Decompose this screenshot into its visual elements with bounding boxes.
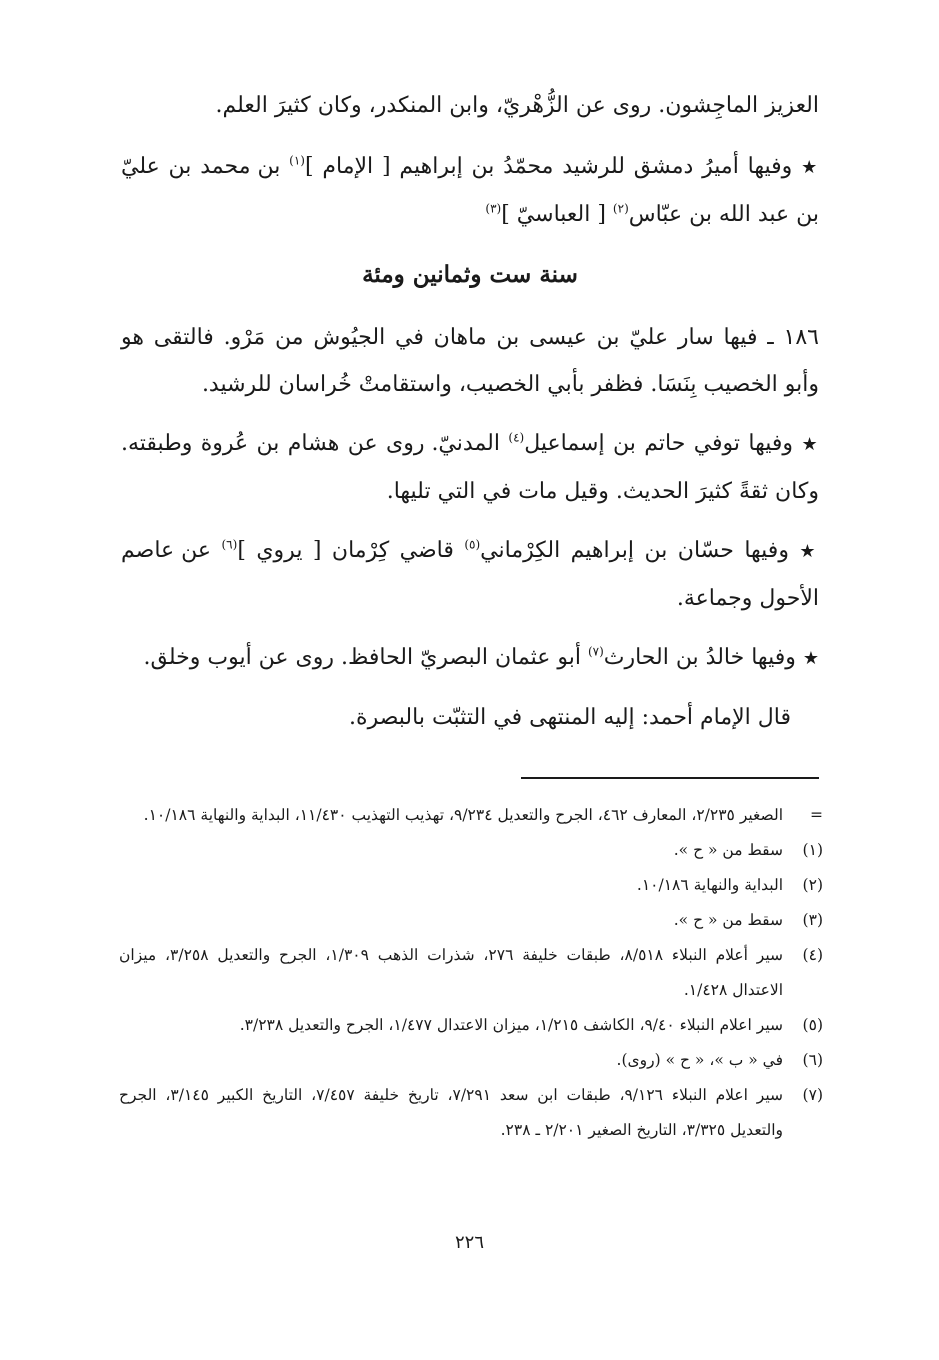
star-icon: ★ <box>801 157 820 178</box>
footnote-ref-6: (٦) <box>221 537 238 552</box>
footnote-item <box>119 798 823 833</box>
footnote-text: في « ب »، « ح » (روى). <box>616 1051 783 1069</box>
paragraph-4-text-b: المدنيّ. روى عن هشام بن عُروة وطبقته. وكان ثقةً كثيرَ الحديث. وقيل مات في التي تليها. <box>121 431 819 504</box>
paragraph-1-text: العزيز الماجِشون. روى عن الزُّهْريّ، وابن المنكدر، وكان كثيرَ العلم. <box>215 93 819 118</box>
section-heading: سنة ست وثمانين ومئة <box>362 261 578 288</box>
footnote-text: سقط من « ح ». <box>673 841 783 859</box>
quote-paragraph <box>121 694 819 741</box>
paragraph-2-text-b: بن محمد بن عليّ بن عبد الله بن عبّاس <box>121 154 819 227</box>
star-icon: ★ <box>799 541 819 562</box>
footnote-number: (٧) <box>802 1086 823 1104</box>
footnote-number: (٤) <box>802 946 823 964</box>
footnote-ref-3: (٣) <box>485 201 502 216</box>
footnote-ref-5: (٥) <box>464 537 481 552</box>
footnote-number: (٣) <box>802 911 823 929</box>
paragraph-2-text-c: [ العباسيّ ] <box>501 202 606 227</box>
footnotes <box>119 798 823 1148</box>
footnote-text: البداية والنهاية ١٠/١٨٦. <box>636 876 783 894</box>
paragraph-2 <box>121 143 819 238</box>
footnote-ref-2: (٢) <box>612 201 629 216</box>
footnote-item <box>119 903 823 938</box>
footnote-item <box>119 1043 823 1078</box>
paragraph-6-text-a: وفيها خالدُ بن الحارث <box>603 645 796 670</box>
footnote-number: (٦) <box>802 1051 823 1069</box>
footnote-ref-7: (٧) <box>587 644 604 659</box>
footnote-text: الصغير ٢/٢٣٥، المعارف ٤٦٢، الجرح والتعديل ٩/٢٣٤، تهذيب التهذيب ١١/٤٣٠، البداية والنهاية ١٠/١٨٦. <box>143 806 783 824</box>
footnote-text: سير أعلام النبلاء ٨/٥١٨، طبقات خليفة ٢٧٦، شذرات الذهب ١/٣٠٩، الجرح والتعديل ٣/٢٥٨، ميزان الاعتدال ١/٤٢٨. <box>119 946 783 999</box>
footnote-item <box>119 1008 823 1043</box>
footnote-number: (٢) <box>802 876 823 894</box>
main-text <box>121 82 819 753</box>
paragraph-3-text: ١٨٦ ـ فيها سار عليّ بن عيسى بن ماهان في الجيُوش من مَرْو. فالتقى هو وأبو الخصيب بِنَسَا. فظفر بأبي الخصيب، واستقامتْ خُراسان للرشيد. <box>121 325 819 397</box>
paragraph-6 <box>121 634 819 682</box>
paragraph-3 <box>121 314 819 408</box>
paragraph-1 <box>121 82 819 129</box>
footnote-number: (٥) <box>802 1016 823 1034</box>
footnote-text: سير اعلام النبلاء ٩/١٢٦، طبقات ابن سعد ٧/٢٩١، تاريخ خليفة ٧/٤٥٧، التاريخ الكبير ٣/١٤٥، الجرح والتعديل ٣/٣٢٥، التاريخ الصغير ٢/٢٠١ ـ ٢٣٨. <box>119 1086 783 1139</box>
page-number: ٢٢٦ <box>454 1232 484 1253</box>
footnote-text: سير اعلام النبلاء ٩/٤٠، الكاشف ١/٢١٥، ميزان الاعتدال ١/٤٧٧، الجرح والتعديل ٣/٢٣٨. <box>239 1016 783 1034</box>
footnote-text: سقط من « ح ». <box>673 911 783 929</box>
paragraph-4-text-a: وفيها توفي حاتم بن إسماعيل <box>524 431 794 456</box>
paragraph-5-text-b: قاضي كِرْمان [ يروي ] <box>237 538 454 563</box>
footnote-item <box>119 868 823 903</box>
footnote-ref-4: (٤) <box>508 430 525 445</box>
paragraph-2-text-a: وفيها أميرُ دمشق للرشيد محمّدُ بن إبراهيم [ الإمام ] <box>304 154 793 179</box>
footnote-divider <box>521 777 819 779</box>
paragraph-6-text-b: أبو عثمان البصريّ الحافظ. روى عن أيوب وخلق. <box>143 645 581 670</box>
star-icon: ★ <box>801 434 819 455</box>
footnote-number: (١) <box>802 841 823 859</box>
footnote-item <box>119 938 823 1008</box>
footnote-number: = <box>810 806 823 824</box>
footnote-item <box>119 1078 823 1148</box>
star-icon: ★ <box>802 648 819 669</box>
paragraph-5-text-a: وفيها حسّان بن إبراهيم الكِرْماني <box>480 538 789 563</box>
quote-text: قال الإمام أحمد: إليه المنتهى في التثبّت بالبصرة. <box>349 705 791 730</box>
paragraph-5 <box>121 527 819 622</box>
paragraph-4 <box>121 420 819 515</box>
paragraph-5-text-c: عن عاصم الأحول وجماعة. <box>121 538 819 611</box>
footnote-item <box>119 833 823 868</box>
footnote-ref-1: (١) <box>289 153 305 168</box>
